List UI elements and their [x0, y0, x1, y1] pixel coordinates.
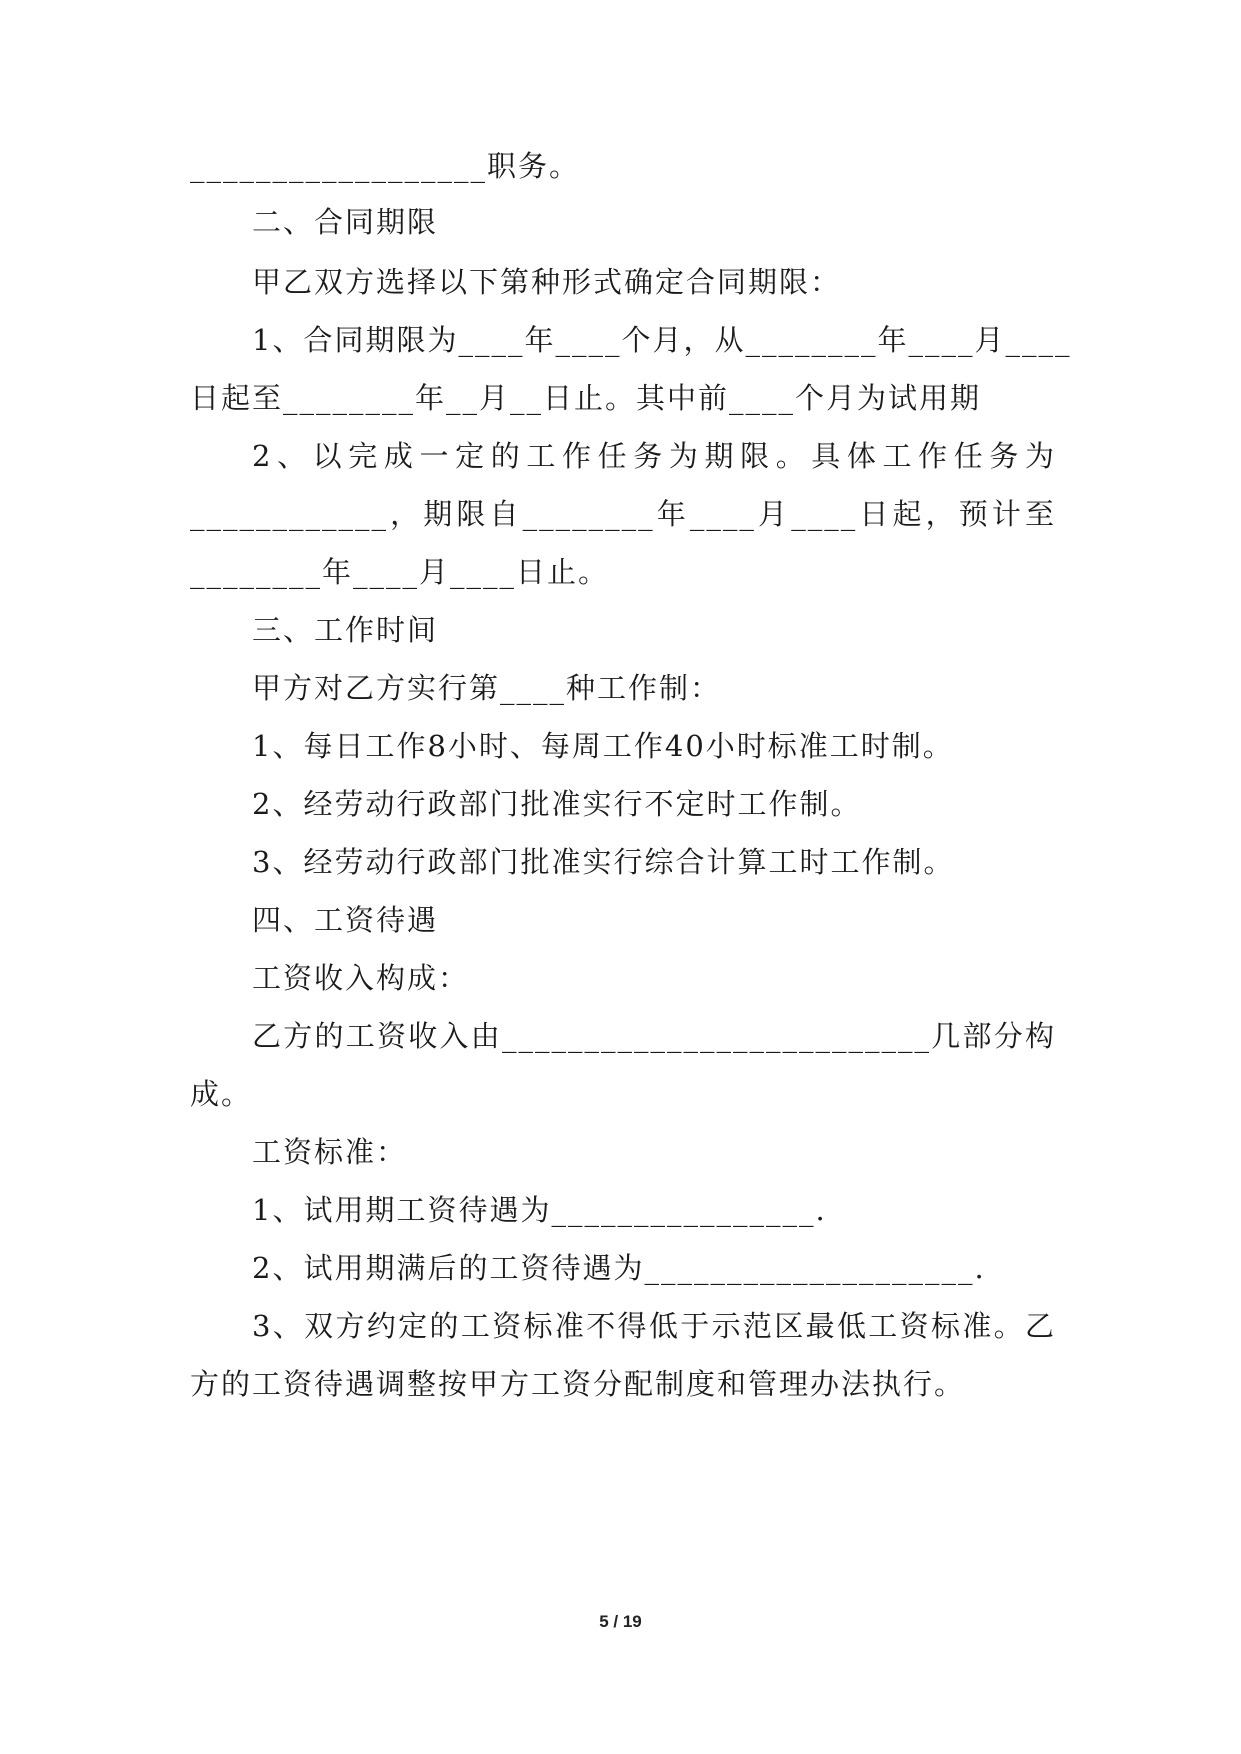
- paragraph-term-option-1-cont: 日起至________年__月__日止。其中前____个月为试用期: [190, 381, 982, 415]
- paragraph-work-system-2: 2、经劳动行政部门批准实行不定时工作制。: [252, 787, 862, 821]
- section-heading-salary: 四、工资待遇: [252, 903, 439, 937]
- paragraph-salary-composition: 工资收入构成：: [252, 961, 470, 995]
- section-heading-contract-term: 二、合同期限: [252, 205, 439, 239]
- paragraph-salary-standard-1: 1、试用期工资待遇为________________.: [252, 1193, 827, 1227]
- paragraph-salary-standard-3: 3、双方约定的工资标准不得低于示范区最低工资标准。乙: [252, 1309, 1056, 1343]
- paragraph-term-option-2-cont: ____________，期限自________年____月____日起，预计至: [190, 497, 1056, 531]
- paragraph-salary-parts-end: 成。: [190, 1077, 253, 1111]
- paragraph-term-choice: 甲乙双方选择以下第种形式确定合同期限：: [252, 265, 842, 299]
- paragraph-salary-parts: 乙方的工资收入由__________________________几部分构: [252, 1019, 1056, 1053]
- paragraph-salary-standard-2: 2、试用期满后的工资待遇为____________________.: [252, 1251, 986, 1285]
- paragraph-term-option-1: 1、合同期限为____年____个月，从________年____月____: [252, 323, 1072, 357]
- paragraph-salary-standard-3-cont: 方的工资待遇调整按甲方工资分配制度和管理办法执行。: [190, 1367, 966, 1401]
- position-duty-line: __________________职务。: [190, 149, 581, 183]
- paragraph-work-system: 甲方对乙方实行第____种工作制：: [252, 671, 722, 705]
- paragraph-work-system-1: 1、每日工作8小时、每周工作40小时标准工时制。: [252, 729, 954, 763]
- section-heading-work-hours: 三、工作时间: [252, 613, 439, 647]
- paragraph-work-system-3: 3、经劳动行政部门批准实行综合计算工时工作制。: [252, 845, 955, 879]
- paragraph-term-option-2: 2、以完成一定的工作任务为期限。具体工作任务为: [252, 439, 1056, 473]
- page-number: 5 / 19: [599, 1612, 642, 1631]
- paragraph-salary-standard: 工资标准：: [252, 1135, 408, 1169]
- paragraph-term-option-2-end: ________年____月____日止。: [190, 555, 610, 589]
